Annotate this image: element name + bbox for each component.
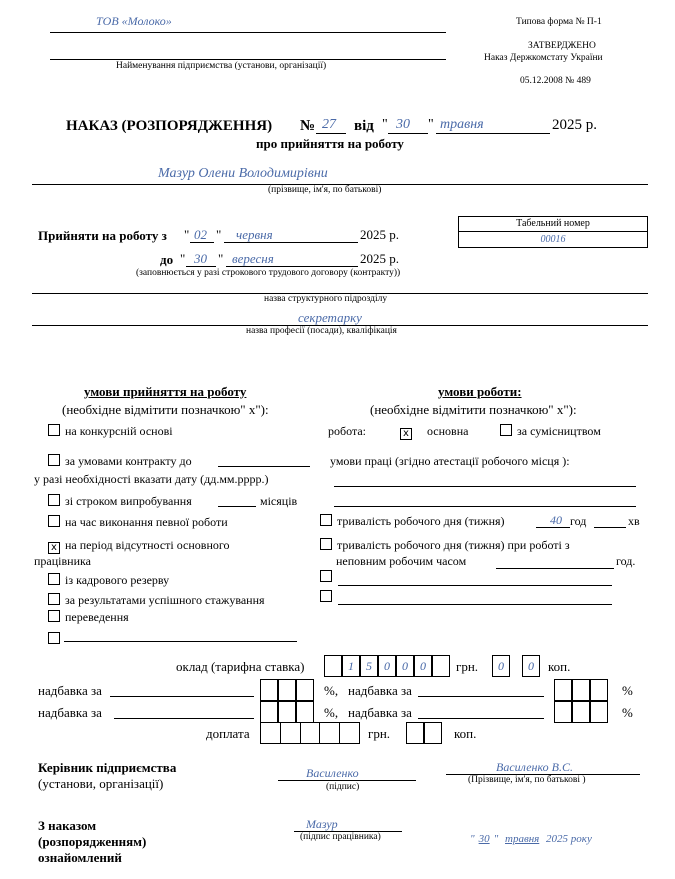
tab-number-box: [458, 216, 648, 248]
tab-number-value: 00016: [540, 234, 566, 245]
ack-year: 2025 року: [546, 833, 592, 845]
ack-label-3: ознайомлений: [38, 850, 122, 865]
bonus-cell: [278, 679, 296, 701]
checkbox[interactable]: [48, 573, 60, 585]
hire-to-label: до: [160, 252, 174, 267]
salary-digit: 1: [342, 655, 360, 677]
checkbox-checked[interactable]: x: [400, 428, 412, 440]
checkbox[interactable]: [48, 424, 60, 436]
bonus-pct-2: %: [622, 683, 633, 698]
work-hours-unit1: год: [570, 514, 587, 528]
cond-date-note: у разі необхідності вказати дату (дд.мм.рррр.): [34, 472, 269, 486]
checkbox[interactable]: [48, 632, 60, 644]
checkbox[interactable]: [48, 515, 60, 527]
checkbox[interactable]: [320, 590, 332, 602]
work-partial-line2: неповним робочим часом: [336, 554, 467, 568]
bonus-label-2: надбавка за: [348, 683, 412, 698]
extra-kop-cell: [424, 722, 442, 744]
ack-date: " 30 " травня 2025 року: [470, 833, 592, 845]
approved-by: Наказ Держкомстату України: [484, 53, 603, 63]
extra-label: доплата: [206, 726, 250, 741]
order-no-label: №: [300, 118, 316, 134]
checkbox[interactable]: [320, 538, 332, 550]
extra-cells: [260, 722, 360, 744]
salary-label: оклад (тарифна ставка): [176, 659, 305, 674]
work-hours[interactable]: тривалість робочого дня (тижня): [320, 514, 505, 529]
salary-digit: [324, 655, 342, 677]
salary-kop-digit: 0: [522, 655, 540, 677]
salary-kop-digit: 0: [492, 655, 510, 677]
salary-currency: грн.: [456, 659, 479, 674]
bonus-cell: [296, 701, 314, 723]
bonus-cell: [590, 701, 608, 723]
salary-kop: коп.: [548, 659, 571, 674]
checkbox[interactable]: [48, 454, 60, 466]
ack-label-1: З наказом: [38, 818, 97, 833]
company-name: ТОВ «Молоко»: [96, 14, 172, 28]
hire-to-day: 30: [194, 251, 207, 266]
bonus-cell: [572, 679, 590, 701]
employee-name: Мазур Олени Володимирівни: [158, 166, 328, 181]
salary-digit: 0: [378, 655, 396, 677]
bonus-pct-4: %: [622, 705, 633, 720]
bonus-cell: [554, 701, 572, 723]
hire-conditions-note: (необхідне відмітити позначкою" х"):: [62, 402, 269, 417]
extra-kop-cell: [406, 722, 424, 744]
work-main[interactable]: x основна: [400, 424, 468, 440]
order-year: 2025 р.: [552, 117, 597, 133]
work-hours-unit2: хв: [628, 514, 640, 528]
bonus-cell: [278, 701, 296, 723]
bonus-label-4: надбавка за: [348, 705, 412, 720]
hire-to-year: 2025 р.: [360, 251, 399, 266]
checkbox[interactable]: [48, 494, 60, 506]
order-number: 27: [322, 117, 336, 132]
hire-day: 02: [194, 227, 207, 242]
order-month: травня: [440, 117, 484, 132]
bonus-cell: [260, 701, 278, 723]
bonus-cell: [590, 679, 608, 701]
position-caption: назва професії (посади), кваліфікація: [246, 326, 397, 336]
cond-absence[interactable]: x на період відсутності основного: [48, 538, 230, 554]
position-value: секретарку: [298, 310, 362, 325]
cond-contract[interactable]: за умовами контракту до: [48, 454, 192, 469]
work-partial-unit: год.: [616, 554, 636, 568]
ack-day: 30: [478, 833, 490, 845]
bonus-cell: [572, 701, 590, 723]
cond-absence-line2: працівника: [34, 554, 91, 568]
bonus-label-1: надбавка за: [38, 683, 102, 698]
ack-signature: Мазур: [306, 817, 338, 831]
checkbox[interactable]: [320, 514, 332, 526]
cond-reserve[interactable]: із кадрового резерву: [48, 573, 169, 588]
extra-currency: грн.: [368, 726, 391, 741]
bonus-pct-3: %,: [324, 705, 339, 720]
head-label-2: (установи, організації): [38, 776, 164, 791]
cond-competition[interactable]: на конкурсній основі: [48, 424, 173, 439]
checkbox[interactable]: [48, 593, 60, 605]
work-hours-value: 40: [550, 513, 562, 527]
salary-digit: 0: [414, 655, 432, 677]
head-signature: Василенко: [306, 766, 359, 780]
form-type: Типова форма № П-1: [516, 17, 602, 27]
work-extra-1[interactable]: [320, 570, 337, 585]
work-conditions-title: умови роботи:: [438, 384, 522, 399]
checkbox[interactable]: [500, 424, 512, 436]
cond-internship[interactable]: за результатами успішного стажування: [48, 593, 265, 608]
cond-other[interactable]: [48, 632, 65, 647]
salary-digit: [432, 655, 450, 677]
order-subtitle: про прийняття на роботу: [256, 136, 404, 151]
hire-year: 2025 р.: [360, 227, 399, 242]
hire-to-month: вересня: [232, 251, 274, 266]
salary-digit: 0: [396, 655, 414, 677]
work-extra-2[interactable]: [320, 590, 337, 605]
approved-label: ЗАТВЕРДЖЕНО: [528, 41, 596, 51]
department-caption: назва структурного підрозділу: [264, 294, 388, 304]
hire-note: (заповнюється у разі строкового трудового договору (контракту)): [136, 268, 401, 278]
work-conditions-label: умови праці (згідно атестації робочого місця ):: [330, 454, 570, 468]
approved-date: 05.12.2008 № 489: [520, 76, 591, 86]
work-partial[interactable]: тривалість робочого дня (тижня) при роботі з: [320, 538, 570, 553]
checkbox[interactable]: [48, 610, 60, 622]
cond-specific-work[interactable]: на час виконання певної роботи: [48, 515, 228, 530]
head-name: Василенко В.С.: [496, 760, 573, 774]
cond-transfer[interactable]: переведення: [48, 610, 129, 625]
bonus-label-3: надбавка за: [38, 705, 102, 720]
bonus-cell: [296, 679, 314, 701]
head-label: Керівник підприємства: [38, 760, 177, 775]
checkbox-checked[interactable]: x: [48, 542, 60, 554]
order-from: від: [354, 118, 374, 134]
bonus-pct-1: %,: [324, 683, 339, 698]
employee-caption: (прізвище, ім'я, по батькові): [268, 185, 382, 195]
ack-sig-caption: (підпис працівника): [300, 832, 381, 842]
checkbox[interactable]: [320, 570, 332, 582]
cond-probation-unit: місяців: [260, 494, 298, 508]
order-day: 30: [396, 117, 410, 132]
head-sig-caption: (підпис): [326, 782, 360, 792]
work-conditions-note: (необхідне відмітити позначкою" х"):: [370, 402, 577, 417]
hire-label: Прийняти на роботу з: [38, 228, 167, 243]
company-caption: Найменування підприємства (установи, організації): [116, 61, 327, 71]
extra-kop: коп.: [454, 726, 477, 741]
hire-month: червня: [236, 227, 273, 242]
work-label: робота:: [328, 424, 366, 438]
ack-label-2: (розпорядженням): [38, 834, 147, 849]
bonus-cell: [554, 679, 572, 701]
salary-digit: 5: [360, 655, 378, 677]
ack-month: травня: [505, 833, 540, 845]
order-title: НАКАЗ (РОЗПОРЯДЖЕННЯ): [66, 118, 273, 134]
head-name-caption: (Прізвище, ім'я, по батькові ): [468, 775, 586, 785]
tab-number-label: Табельний номер: [459, 217, 647, 232]
cond-probation[interactable]: зі строком випробування: [48, 494, 192, 509]
bonus-cell: [260, 679, 278, 701]
work-part-time[interactable]: за сумісництвом: [500, 424, 601, 439]
hire-conditions-title: умови прийняття на роботу: [84, 384, 247, 399]
